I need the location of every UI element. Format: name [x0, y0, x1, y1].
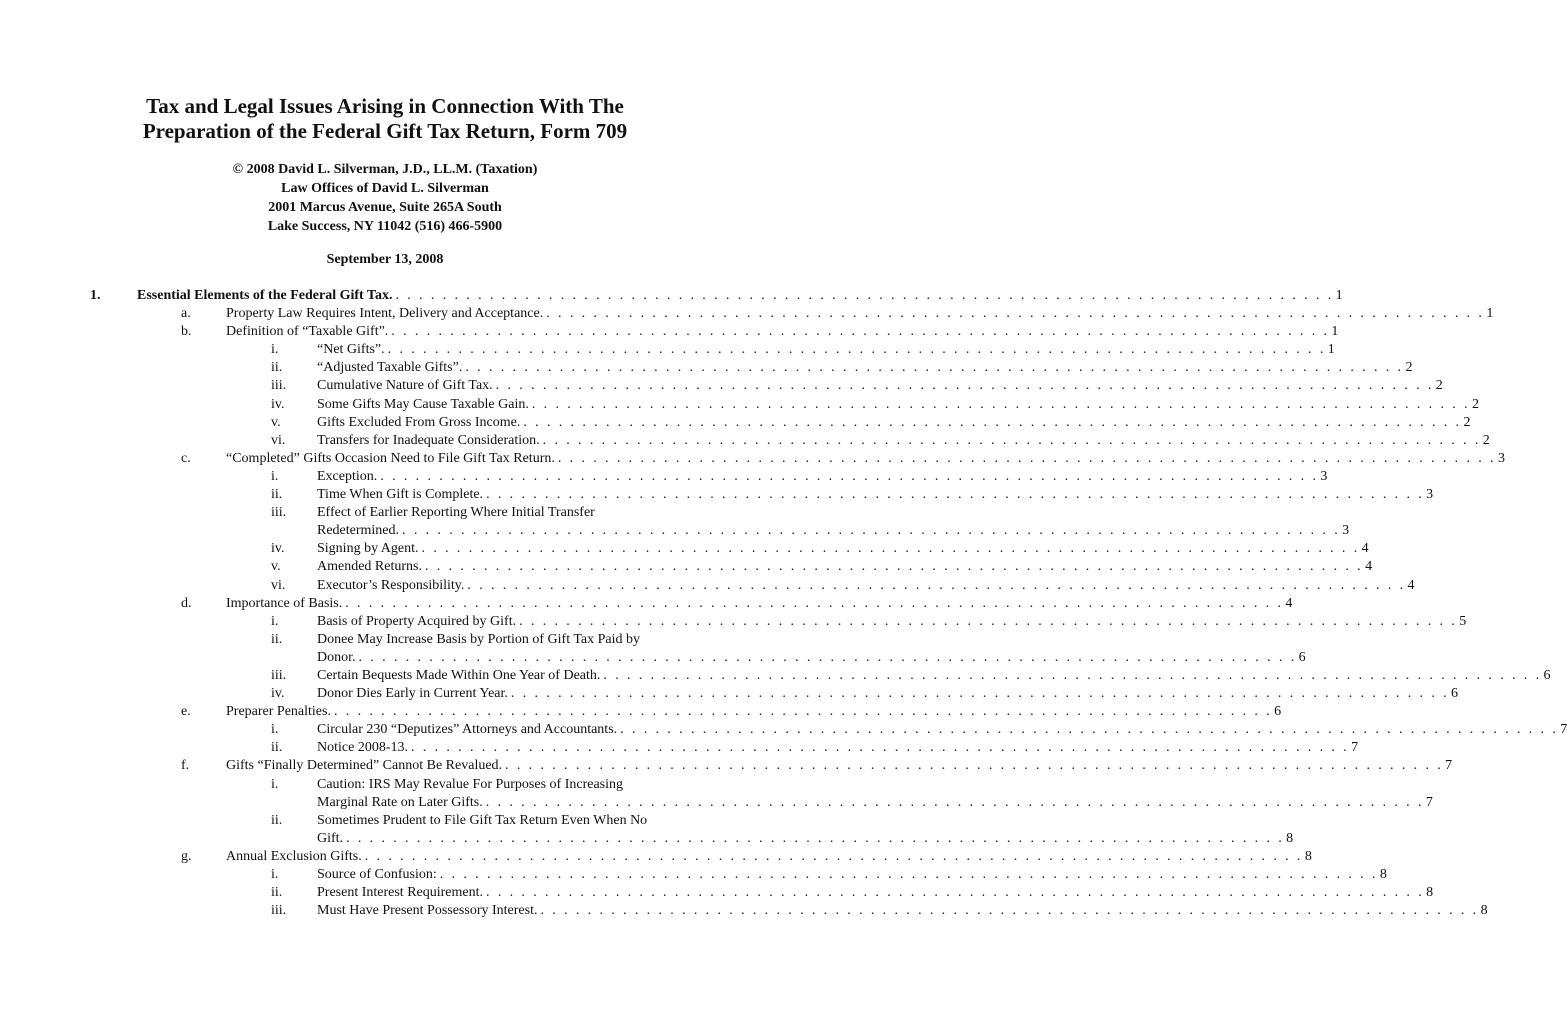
document-date: September 13, 2008 [326, 252, 444, 267]
toc-number: e. [181, 704, 191, 720]
toc-entry-text: Amended Returns. [317, 559, 422, 575]
toc-entry-text: Marginal Rate on Later Gifts. [317, 794, 483, 810]
dot-leader: . . . . . . . . . . . . . . . . . . . . . . . . . . . . . . . . . . . . . . . . . . . . . . . . . . . . . . . . . . . . . . . . . . . . . . . . . . . . . . . . [391, 324, 1330, 340]
toc-number: i. [271, 867, 279, 882]
toc-page-number: 7 [1445, 758, 1453, 774]
toc-row [0, 866, 1387, 884]
toc-row [0, 305, 1494, 323]
toc-row [0, 667, 1551, 685]
toc-page-number: 4 [1361, 541, 1369, 557]
toc-row [0, 540, 1369, 558]
toc-entry-text: Property Law Requires Intent, Delivery and Acceptance. [226, 306, 544, 322]
toc-page-number: 1 [1335, 288, 1343, 303]
dot-leader: . . . . . . . . . . . . . . . . . . . . . . . . . . . . . . . . . . . . . . . . . . . . . . . . . . . . . . . . . . . . . . . . . . . . . . . . . . . . . . . . [421, 541, 1360, 557]
toc-row [0, 848, 1312, 866]
toc-number: v. [271, 559, 281, 575]
toc-row [0, 812, 770, 830]
title-line-2: Preparation of the Federal Gift Tax Return, Form 709 [142, 119, 628, 143]
toc-page-number: 8 [1480, 903, 1488, 919]
toc-page-number: 6 [1274, 704, 1282, 720]
dot-leader: . . . . . . . . . . . . . . . . . . . . . . . . . . . . . . . . . . . . . . . . . . . . . . . . . . . . . . . . . . . . . . . . . . . . . . . . . . . . . . . . [387, 342, 1326, 358]
dot-leader: . . . . . . . . . . . . . . . . . . . . . . . . . . . . . . . . . . . . . . . . . . . . . . . . . . . . . . . . . . . . . . . . . . . . . . . . . . . . . . . . [333, 704, 1273, 720]
toc-number: i. [271, 468, 279, 484]
toc-entry-link[interactable] [317, 902, 1488, 920]
toc-entry-text: Essential Elements of the Federal Gift Tax. [137, 288, 393, 303]
toc-row [0, 558, 1373, 576]
toc-number: g. [181, 848, 192, 864]
dot-leader: . . . . . . . . . . . . . . . . . . . . . . . . . . . . . . . . . . . . . . . . . . . . . . . . . . . . . . . . . . . . . . . . . . . . . . . . . . . . . . . . [358, 649, 1297, 665]
toc-entry-link[interactable] [317, 776, 680, 794]
dot-leader: . . . . . . . . . . . . . . . . . . . . . . . . . . . . . . . . . . . . . . . . . . . . . . . . . . . . . . . . . . . . . . . . . . . . . . . . . . . . . . . . [523, 414, 1462, 430]
toc-entry-link[interactable] [317, 667, 1551, 685]
toc-entry-text: “Completed” Gifts Occasion Need to File Gift Tax Return. [226, 450, 555, 466]
toc-page-number: 7 [1560, 722, 1567, 738]
toc-row [0, 776, 770, 794]
toc-entry-text: Sometimes Prudent to File Gift Tax Return Even When No [317, 812, 648, 828]
dot-leader: . . . . . . . . . . . . . . . . . . . . . . . . . . . . . . . . . . . . . . . . . . . . . . . . . . . . . . . . . . . . . . . . . . . . . . . . . . . . . . . . [603, 667, 1542, 683]
toc-number: iii. [271, 667, 287, 683]
toc-entry-link[interactable] [226, 450, 1505, 468]
toc-row [0, 468, 1328, 486]
toc-row [0, 613, 1467, 631]
toc-entry-text: Gifts “Finally Determined” Cannot Be Revalued. [226, 758, 503, 774]
toc-entry-text: Preparer Penalties. [226, 704, 331, 720]
toc-entry-link[interactable] [317, 577, 1415, 595]
toc-page-number: 8 [1286, 830, 1294, 846]
toc-number: b. [181, 324, 192, 340]
dot-leader: . . . . . . . . . . . . . . . . . . . . . . . . . . . . . . . . . . . . . . . . . . . . . . . . . . . . . . . . . . . . . . . . . . . . . . . . . . . . . . . . [519, 613, 1458, 629]
toc-number: ii. [271, 631, 283, 647]
toc-number: vi. [271, 577, 286, 593]
dot-leader: . . . . . . . . . . . . . . . . . . . . . . . . . . . . . . . . . . . . . . . . . . . . . . . . . . . . . . . . . . . . . . . . . . . . . . . . . . . . . . . . [486, 487, 1425, 503]
toc-entry-text: Some Gifts May Cause Taxable Gain. [317, 396, 529, 412]
dot-leader: . . . . . . . . . . . . . . . . . . . . . . . . . . . . . . . . . . . . . . . . . . . . . . . . . . . . . . . . . . . . . . . . . . . . . . . . . . . . . . . . [346, 830, 1285, 846]
title-line-1: Tax and Legal Issues Arising in Connection With The [146, 94, 624, 118]
toc-row-continuation [0, 522, 1350, 540]
toc-entry-text: Certain Bequests Made Within One Year of Death. [317, 667, 601, 683]
toc-number: 1. [90, 288, 101, 303]
toc-page-number: 3 [1497, 450, 1505, 466]
copyright-line: © 2008 David L. Silverman, J.D., LL.M. (Taxation) [232, 162, 538, 177]
toc-entry-link[interactable] [317, 558, 1373, 576]
toc-page-number: 1 [1331, 324, 1339, 340]
toc-entry-text: Must Have Present Possessory Interest. [317, 903, 538, 919]
dot-leader: . . . . . . . . . . . . . . . . . . . . . . . . . . . . . . . . . . . . . . . . . . . . . . . . . . . . . . . . . . . . . . . . . . . . . . . . . . . . . . . . [424, 559, 1364, 575]
toc-number: ii. [271, 487, 283, 503]
toc-row-continuation [0, 794, 1433, 812]
toc-page-number: 6 [1543, 667, 1551, 683]
toc-entry-link[interactable] [137, 287, 1343, 305]
toc-entry-link[interactable] [317, 432, 1490, 450]
toc-number: ii. [271, 812, 283, 828]
toc-page-number: 4 [1285, 595, 1293, 611]
toc-entry-link[interactable] [317, 468, 1328, 486]
dot-leader: . . . . . . . . . . . . . . . . . . . . . . . . . . . . . . . . . . . . . . . . . . . . . . . . . . . . . . . . . . . . . . . . . . . . . . . . . . . . . . . . [557, 450, 1496, 466]
address-line: 2001 Marcus Avenue, Suite 265A South [268, 200, 502, 215]
toc-entry-link[interactable] [317, 359, 1413, 377]
toc-row-continuation [0, 830, 1294, 848]
toc-entry-text: Annual Exclusion Gifts. [226, 848, 362, 864]
toc-entry-link[interactable] [226, 757, 1453, 775]
toc-number: ii. [271, 360, 283, 376]
toc-number: iii. [271, 903, 287, 919]
toc-number: ii. [271, 740, 283, 756]
toc-entry-text: Source of Confusion: [317, 867, 437, 882]
toc-entry-text: Donor. [317, 649, 356, 665]
toc-entry-text: Transfers for Inadequate Consideration. [317, 432, 540, 448]
toc-entry-text: Circular 230 “Deputizes” Attorneys and Accountants. [317, 722, 618, 738]
dot-leader: . . . . . . . . . . . . . . . . . . . . . . . . . . . . . . . . . . . . . . . . . . . . . . . . . . . . . . . . . . . . . . . . . . . . . . . . . . . . . . . . [395, 288, 1334, 303]
toc-number: i. [271, 722, 279, 738]
toc-entry-link[interactable] [317, 377, 1443, 395]
dot-leader: . . . . . . . . . . . . . . . . . . . . . . . . . . . . . . . . . . . . . . . . . . . . . . . . . . . . . . . . . . . . . . . . . . . . . . . . . . . . . . . . [542, 432, 1481, 448]
toc-row [0, 486, 1434, 504]
toc-page-number: 8 [1304, 848, 1312, 864]
toc-row [0, 739, 1359, 757]
toc-row [0, 631, 770, 649]
toc-page-number: 3 [1342, 523, 1350, 539]
toc-page-number: 5 [1459, 613, 1467, 629]
toc-row [0, 287, 1343, 305]
toc-page-number: 3 [1426, 487, 1434, 503]
toc-number: iv. [271, 686, 285, 702]
toc-page-number: 6 [1451, 686, 1459, 702]
toc-row [0, 721, 1567, 739]
toc-entry-text: Definition of “Taxable Gift”. [226, 324, 389, 340]
toc-entry-link[interactable] [226, 848, 1312, 866]
toc-row [0, 757, 1453, 775]
toc-entry-link[interactable] [226, 305, 1494, 323]
city-phone-line: Lake Success, NY 11042 (516) 466-5900 [267, 219, 503, 234]
toc-row [0, 341, 1335, 359]
toc-number: vi. [271, 432, 286, 448]
toc-number: a. [181, 306, 191, 322]
toc-entry-link[interactable] [317, 540, 1369, 558]
toc-entry-link[interactable] [226, 323, 1339, 341]
toc-page-number: 1 [1327, 342, 1335, 358]
toc-entry-link[interactable] [317, 721, 1567, 739]
toc-page-number: 2 [1435, 378, 1443, 394]
toc-page-number: 7 [1425, 794, 1433, 810]
toc-page-number: 7 [1351, 740, 1359, 756]
toc-row [0, 323, 1339, 341]
toc-row [0, 595, 1293, 613]
toc-row [0, 359, 1413, 377]
toc-entry-text: Present Interest Requirement. [317, 885, 484, 901]
toc-number: iv. [271, 541, 285, 557]
dot-leader: . . . . . . . . . . . . . . . . . . . . . . . . . . . . . . . . . . . . . . . . . . . . . . . . . . . . . . . . . . . . . . . . . . . . . . . . . . . . . . . . [364, 848, 1303, 864]
toc-page-number: 1 [1486, 306, 1494, 322]
toc-number: c. [181, 450, 191, 466]
toc-row-continuation [0, 649, 1306, 667]
toc-row [0, 577, 1415, 595]
toc-page-number: 6 [1298, 649, 1306, 665]
toc-entry-text: Effect of Earlier Reporting Where Initial Transfer [317, 505, 595, 521]
toc-page-number: 4 [1407, 577, 1415, 593]
dot-leader: . . . . . . . . . . . . . . . . . . . . . . . . . . . . . . . . . . . . . . . . . . . . . . . . . . . . . . . . . . . . . . . . . . . . . . . . . . . . . . . . [531, 396, 1470, 412]
toc-entry-text: Signing by Agent. [317, 541, 419, 557]
toc-entry-link[interactable] [317, 884, 1434, 902]
toc-entry-link[interactable] [317, 522, 1350, 540]
dot-leader: . . . . . . . . . . . . . . . . . . . . . . . . . . . . . . . . . . . . . . . . . . . . . . . . . . . . . . . . . . . . . . . . . . . . . . . . . . . . . . . . [510, 686, 1450, 702]
toc-page-number: 2 [1482, 432, 1490, 448]
toc-entry-link[interactable] [226, 703, 1282, 721]
toc-entry-link[interactable] [317, 830, 1294, 848]
dot-leader: . . . . . . . . . . . . . . . . . . . . . . . . . . . . . . . . . . . . . . . . . . . . . . . . . . . . . . . . . . . . . . . . . . . . . . . . . . . . . . . . [620, 722, 1559, 738]
toc-page-number: 2 [1405, 360, 1413, 376]
toc-number: iv. [271, 396, 285, 412]
dot-leader: . . . . . . . . . . . . . . . . . . . . . . . . . . . . . . . . . . . . . . . . . . . . . . . . . . . . . . . . . . . . . . . . . . . . . . . . . . . . . . . . [465, 360, 1404, 376]
toc-row [0, 450, 1505, 468]
toc-number: i. [271, 342, 279, 358]
toc-number: i. [271, 613, 279, 629]
author-block [0, 160, 770, 236]
toc-row [0, 685, 1459, 703]
toc-number: ii. [271, 885, 283, 901]
toc-entry-text: Caution: IRS May Revalue For Purposes of Increasing [317, 776, 624, 792]
toc-row [0, 432, 1490, 450]
toc-entry-link[interactable] [317, 649, 1306, 667]
dot-leader: . . . . . . . . . . . . . . . . . . . . . . . . . . . . . . . . . . . . . . . . . . . . . . . . . . . . . . . . . . . . . . . . . . . . . . . . . . . . . . . . [345, 595, 1284, 611]
toc-row [0, 504, 770, 522]
toc-entry-text: Exception. [317, 468, 378, 484]
dot-leader: . . . . . . . . . . . . . . . . . . . . . . . . . . . . . . . . . . . . . . . . . . . . . . . . . . . . . . . . . . . . . . . . . . . . . . . . . . . . . . . . [485, 794, 1424, 810]
toc-entry-text: Donor Dies Early in Current Year. [317, 686, 508, 702]
toc-row [0, 703, 1282, 721]
toc-entry-link[interactable] [317, 486, 1434, 504]
toc-entry-text: Gift. [317, 830, 344, 846]
toc-number: f. [181, 758, 190, 774]
dot-leader: . . . . . . . . . . . . . . . . . . . . . . . . . . . . . . . . . . . . . . . . . . . . . . . . . . . . . . . . . . . . . . . . . . . . . . . . . . . . . . . . [505, 758, 1444, 774]
toc-row [0, 414, 1471, 432]
document-title [0, 94, 770, 144]
toc-entry-link[interactable] [317, 739, 1359, 757]
toc-entry-link[interactable] [317, 504, 680, 522]
dot-leader: . . . . . . . . . . . . . . . . . . . . . . . . . . . . . . . . . . . . . . . . . . . . . . . . . . . . . . . . . . . . . . . . . . . . . . . . . . . . . . . . [410, 740, 1350, 756]
toc-entry-link[interactable] [317, 631, 680, 649]
toc-entry-text: Donee May Increase Basis by Portion of Gift Tax Paid by [317, 631, 641, 647]
dot-leader: . . . . . . . . . . . . . . . . . . . . . . . . . . . . . . . . . . . . . . . . . . . . . . . . . . . . . . . . . . . . . . . . . . . . . . . . . . . . . . . . [486, 885, 1425, 901]
toc-entry-link[interactable] [317, 613, 1467, 631]
toc-entry-text: Executor’s Responsibility. [317, 577, 465, 593]
toc-entry-text: “Net Gifts”. [317, 342, 385, 358]
toc-entry-link[interactable] [317, 794, 1433, 812]
toc-entry-link[interactable] [317, 396, 1479, 414]
toc-entry-text: Time When Gift is Complete. [317, 487, 484, 503]
toc-entry-text: “Adjusted Taxable Gifts”. [317, 360, 463, 376]
toc-number: iii. [271, 378, 287, 394]
toc-row [0, 902, 1488, 920]
toc-entry-link[interactable] [317, 866, 1387, 884]
toc-page-number: 8 [1379, 867, 1387, 882]
firm-line: Law Offices of David L. Silverman [281, 181, 489, 196]
toc-entry-text: Cumulative Nature of Gift Tax. [317, 378, 493, 394]
toc-page-number: 3 [1320, 468, 1328, 484]
toc-number: i. [271, 776, 279, 792]
dot-leader: . . . . . . . . . . . . . . . . . . . . . . . . . . . . . . . . . . . . . . . . . . . . . . . . . . . . . . . . . . . . . . . . . . . . . . . . . . . . . . . . [380, 468, 1319, 484]
toc-entry-link[interactable] [317, 685, 1459, 703]
toc-page-number: 2 [1463, 414, 1471, 430]
dot-leader: . . . . . . . . . . . . . . . . . . . . . . . . . . . . . . . . . . . . . . . . . . . . . . . . . . . . . . . . . . . . . . . . . . . . . . . . . . . . . . . . [439, 867, 1378, 882]
dot-leader: . . . . . . . . . . . . . . . . . . . . . . . . . . . . . . . . . . . . . . . . . . . . . . . . . . . . . . . . . . . . . . . . . . . . . . . . . . . . . . . . [402, 523, 1341, 539]
toc-row [0, 377, 1443, 395]
toc-row [0, 884, 1434, 902]
toc-entry-link[interactable] [317, 341, 1335, 359]
dot-leader: . . . . . . . . . . . . . . . . . . . . . . . . . . . . . . . . . . . . . . . . . . . . . . . . . . . . . . . . . . . . . . . . . . . . . . . . . . . . . . . . [546, 306, 1485, 322]
toc-page-number: 8 [1426, 885, 1434, 901]
dot-leader: . . . . . . . . . . . . . . . . . . . . . . . . . . . . . . . . . . . . . . . . . . . . . . . . . . . . . . . . . . . . . . . . . . . . . . . . . . . . . . . . [540, 903, 1479, 919]
toc-entry-text: Gifts Excluded From Gross Income. [317, 414, 521, 430]
toc-number: iii. [271, 505, 287, 521]
toc-page-number: 4 [1365, 559, 1373, 575]
toc-entry-text: Redetermined. [317, 523, 400, 539]
toc-row [0, 396, 1479, 414]
dot-leader: . . . . . . . . . . . . . . . . . . . . . . . . . . . . . . . . . . . . . . . . . . . . . . . . . . . . . . . . . . . . . . . . . . . . . . . . . . . . . . . . [495, 378, 1434, 394]
toc-entry-link[interactable] [317, 414, 1471, 432]
table-of-contents [0, 287, 1567, 920]
toc-entry-link[interactable] [317, 812, 680, 830]
dot-leader: . . . . . . . . . . . . . . . . . . . . . . . . . . . . . . . . . . . . . . . . . . . . . . . . . . . . . . . . . . . . . . . . . . . . . . . . . . . . . . . . [467, 577, 1406, 593]
toc-entry-link[interactable] [226, 595, 1293, 613]
toc-entry-text: Basis of Property Acquired by Gift. [317, 613, 517, 629]
toc-entry-text: Notice 2008-13. [317, 740, 408, 756]
toc-page-number: 2 [1471, 396, 1479, 412]
toc-number: d. [181, 595, 192, 611]
toc-entry-text: Importance of Basis. [226, 595, 343, 611]
toc-number: v. [271, 414, 281, 430]
